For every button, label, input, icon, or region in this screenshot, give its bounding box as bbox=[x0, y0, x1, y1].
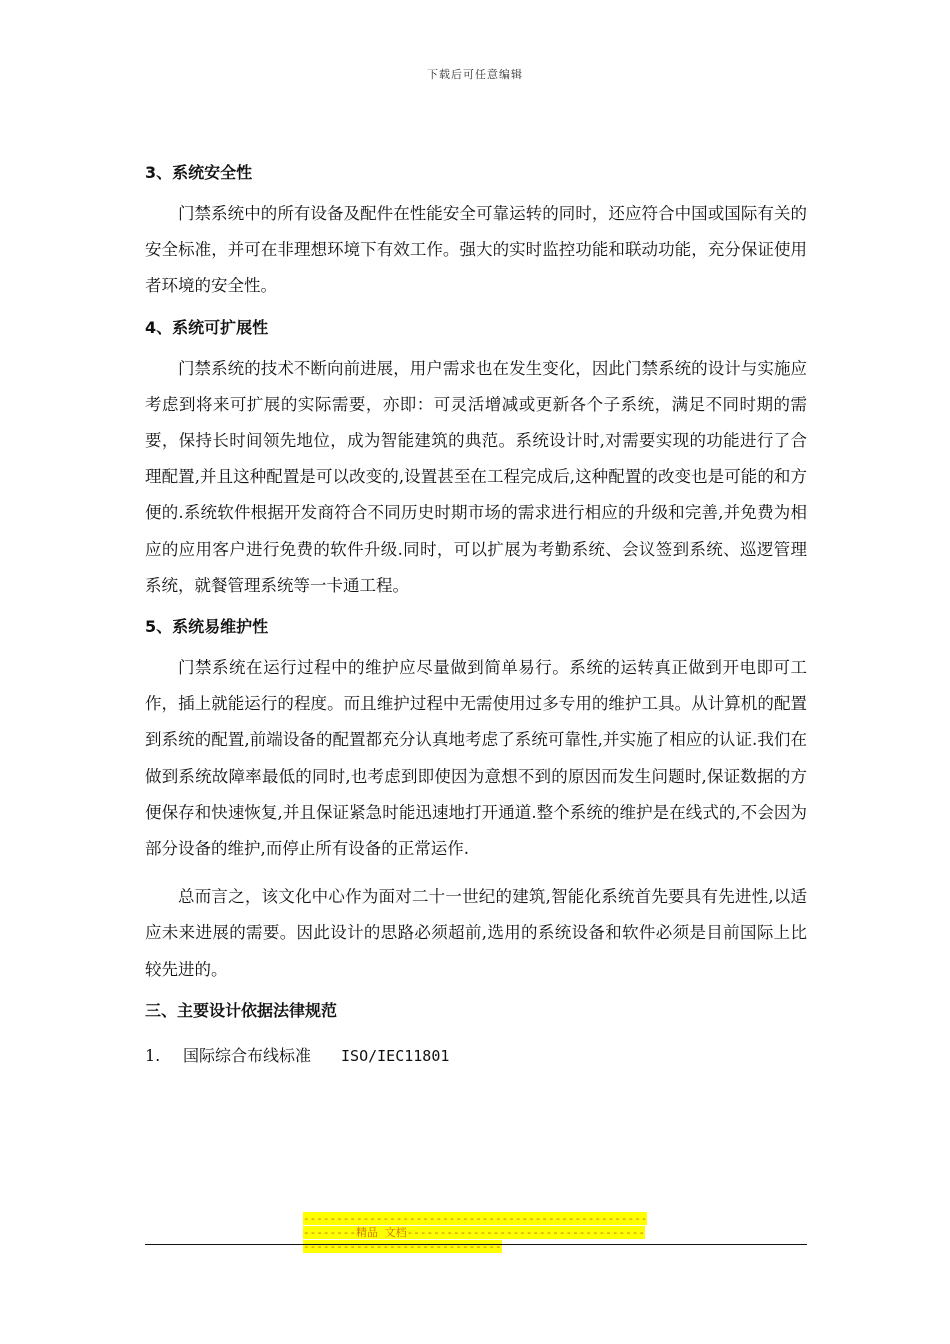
section-three-title: 三、主要设计依据法律规范 bbox=[145, 1000, 338, 1020]
section-3-paragraph: 门禁系统中的所有设备及配件在性能安全可靠运转的同时，还应符合中国或国际有关的安全标准，并可在非理想环境下有效工作。强大的实时监控功能和联动功能，充分保证使用者环境的安全性。 bbox=[145, 204, 807, 296]
section-5-title: 5、系统易维护性 bbox=[145, 617, 269, 637]
footer-divider bbox=[145, 1244, 807, 1245]
list-item-code: ISO/IEC11801 bbox=[341, 1046, 450, 1065]
section-5-paragraph: 门禁系统在运行过程中的维护应尽量做到简单易行。系统的运转真正做到开电即可工作，插上就能运行的程度。而且维护过程中无需使用过多专用的维护工具。从计算机的配置到系统的配置,前端设备的配置都充分认真地考虑了系统可靠性,并实施了相应的认证.我们在做到系统故障率最低的同时,也考虑到即使因为意想不到的原因而发生问题时,保证数据的方便保存和快速恢复,并且保证紧急时能迅速地打开通道.整个系统的维护是在线式的,不会因为部分设备的维护,而停止所有设备的正常运作. bbox=[145, 658, 807, 859]
section-4-paragraph: 门禁系统的技术不断向前进展，用户需求也在发生变化，因此门禁系统的设计与实施应考虑到将来可扩展的实际需要，亦即：可灵活增减或更新各个子系统，满足不同时期的需要，保持长时间领先地位，成为智能建筑的典范。系统设计时,对需要实现的功能进行了合理配置,并且这种配置是可以改变的,设置甚至在工程完成后,这种配置的改变也是可能的和方便的.系统软件根据开发商符合不同历史时期市场的需求进行相应的升级和完善,并免费为相应的应用客户进行免费的软件升级.同时，可以扩展为考勤系统、会议签到系统、巡逻管理系统，就餐管理系统等一卡通工程。 bbox=[145, 358, 807, 595]
list-item-name: 国际综合布线标准 bbox=[183, 1045, 312, 1065]
summary-paragraph: 总而言之，该文化中心作为面对二十一世纪的建筑,智能化系统首先要具有先进性,以适应未来进展的需要。因此设计的思路必须超前,选用的系统设备和软件必须是目前国际上比较先进的。 bbox=[145, 887, 807, 979]
section-3-title: 3、系统安全性 bbox=[145, 163, 253, 182]
section-4-title: 4、系统可扩展性 bbox=[145, 317, 269, 337]
list-item-number: 1. bbox=[145, 1045, 161, 1065]
list-item bbox=[145, 1034, 807, 1078]
footer-watermark bbox=[303, 1212, 649, 1254]
footer-watermark-text: ------------------------------------------------------------精品 文档------------------------------------------------------------------ bbox=[303, 1212, 648, 1253]
document-body bbox=[145, 150, 807, 1078]
page-header-note: 下载后可任意编辑 bbox=[427, 68, 523, 81]
